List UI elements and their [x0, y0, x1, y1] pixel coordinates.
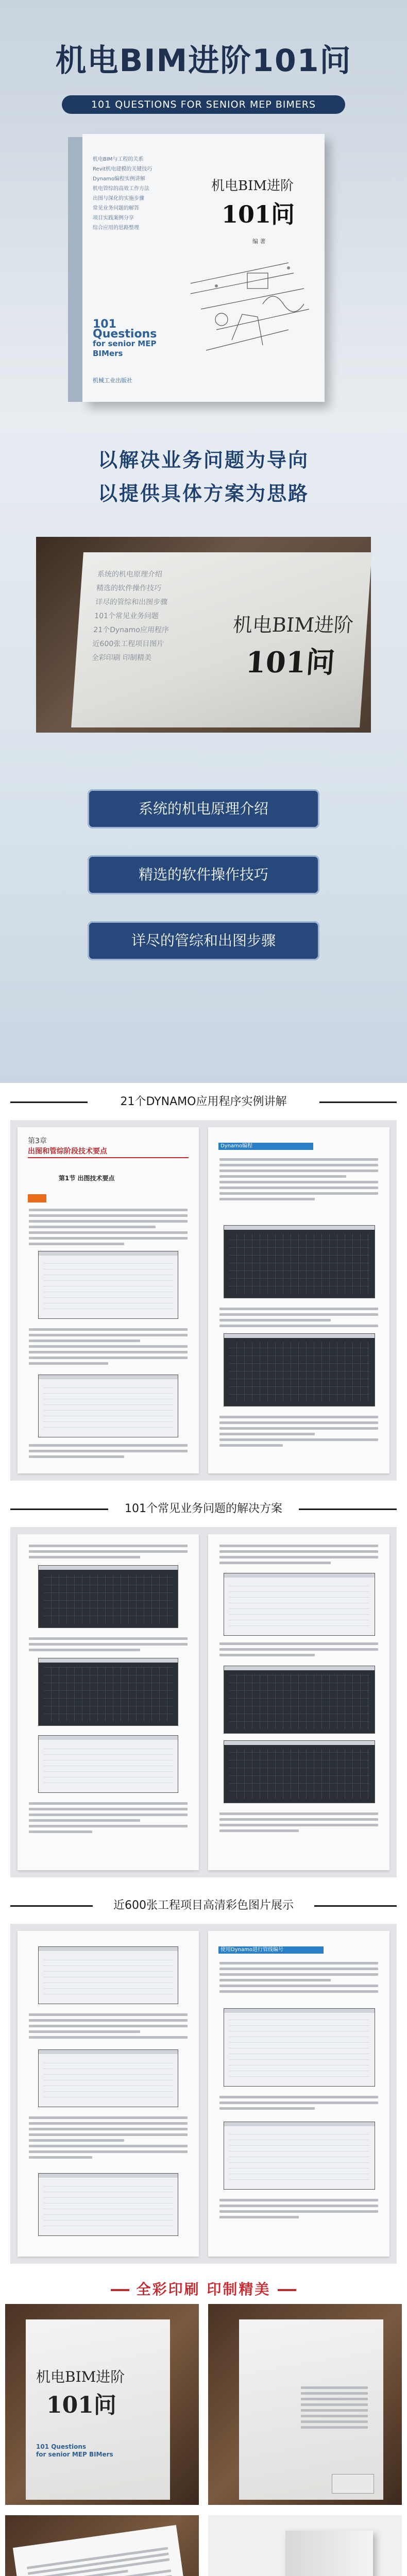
problems-section [0, 1490, 407, 1887]
body-text [219, 1416, 378, 1450]
print-quality-label-text: 全彩印刷 印制精美 [136, 2281, 271, 2298]
cover-contents-list [93, 155, 180, 233]
body-text [219, 1545, 378, 1567]
spread-left-page [18, 1931, 199, 2257]
body-text [29, 2116, 188, 2162]
section-label-text: 21个DYNAMO应用程序实例讲解 [120, 1095, 287, 1108]
label-rule-right [319, 1101, 397, 1103]
body-text [219, 1308, 378, 1330]
book-photo-cover [71, 552, 372, 727]
label-rule-right [314, 1905, 397, 1907]
print-quality-section [0, 2273, 407, 2576]
spread-left-page [18, 1534, 199, 1870]
book-photo-cover-item: 21个Dynamo应用程序 [93, 626, 169, 634]
figure-screenshot [38, 1565, 178, 1628]
topic-tag: Dynamo编程 [218, 1143, 313, 1150]
spread-right-page [208, 1534, 389, 1870]
cover-contents-item: 机电管综的高效工作方法 [93, 186, 149, 192]
book-photo-cover-item: 详尽的管综和出图步骤 [95, 598, 168, 606]
body-text [29, 1802, 188, 1836]
cover-book-number: 101问 [222, 200, 295, 228]
cover-publisher: 机械工业出版社 [93, 377, 132, 384]
book-spread [10, 1924, 397, 2264]
hero-title: 机电BIM进阶101问 [55, 43, 352, 79]
photo-cover-english-line: for senior MEP BIMers [36, 2451, 113, 2458]
photo-cover-number: 101问 [46, 2392, 116, 2418]
body-text [29, 1444, 188, 1461]
cover-book-title: 机电BIM进阶 [211, 178, 294, 194]
photo-front-cover [5, 2304, 199, 2505]
spread-right-page [208, 1931, 389, 2257]
figure-screenshot [224, 1225, 375, 1298]
body-text [219, 2096, 378, 2113]
body-text [29, 1209, 188, 1248]
question-tab [28, 1194, 46, 1202]
topic-tag: 使用Dynamo进行管线编号 [218, 1946, 324, 1954]
feature-pill-principles: 系统的机电原理介绍 [88, 789, 319, 828]
book-photo-cover-item: 全彩印刷 印制精美 [91, 654, 152, 662]
cover-contents-item: 项目实践案例分享 [93, 215, 134, 221]
book-cover-image [82, 134, 325, 402]
hero-subtitle-banner: 101 QUESTIONS FOR SENIOR MEP BIMERS [62, 95, 345, 114]
book-spread [10, 1527, 397, 1877]
book-photo-cover-list [91, 568, 174, 665]
body-text [219, 2199, 378, 2222]
page-text [27, 2547, 174, 2576]
body-text [219, 1962, 378, 1996]
photo-book-standing [285, 2531, 373, 2576]
body-text [219, 1158, 378, 1204]
book-photo-cover-item: 系统的机电原理介绍 [97, 570, 163, 579]
photo-back-cover [208, 2304, 402, 2505]
cover-english-title-line: for senior MEP BIMers [93, 339, 157, 358]
figure-screenshot [38, 1375, 178, 1437]
tagline-line-2: 以提供具体方案为思路 [97, 482, 309, 505]
photo-back-cover-book [239, 2319, 383, 2500]
cover-contents-item: 综合应用的思路整理 [93, 225, 139, 231]
photo-open-page [13, 2525, 193, 2576]
tagline-line-1: 以解决业务问题为导向 [97, 449, 309, 471]
dynamo-section [0, 1083, 407, 1490]
label-dash-right [278, 2289, 296, 2291]
body-text [29, 2013, 188, 2042]
photo-cover-book [26, 2319, 170, 2500]
chapter-heading: 出图和管综阶段技术要点 [28, 1147, 107, 1156]
book-spread [10, 1120, 397, 1481]
tagline-section [0, 418, 407, 1083]
figure-screenshot [224, 1740, 375, 1803]
body-text [219, 1642, 378, 1659]
barcode [332, 2474, 374, 2494]
figure-screenshot [224, 1333, 375, 1406]
cover-english-title-line: 101 Questions [93, 318, 157, 341]
section-label-text: 101个常见业务问题的解决方案 [125, 1502, 282, 1515]
dynamo-section-label [0, 1091, 407, 1113]
cover-contents-item: 机电BIM与工程的关系 [93, 157, 144, 162]
figure-screenshot [38, 1946, 178, 2004]
book-photo-cover-item: 101个常见业务问题 [94, 612, 159, 620]
body-text [29, 1637, 188, 1654]
print-quality-label [0, 2278, 407, 2299]
photo-cover-english-line: 101 Questions [36, 2443, 87, 2450]
label-rule-left [10, 1101, 88, 1103]
photos-section [0, 1887, 407, 2273]
book-photo-cover-item: 精选的软件操作技巧 [96, 584, 162, 592]
figure-screenshot [38, 1251, 178, 1319]
photo-open-pages [5, 2515, 199, 2576]
cover-contents-item: 出图与深化的实施步骤 [93, 196, 144, 201]
photo-cover-english [36, 2443, 113, 2459]
chapter-number: 第3章 [28, 1137, 47, 1145]
figure-screenshot [224, 1573, 375, 1636]
problems-section-label [0, 1498, 407, 1520]
spread-left-page [18, 1127, 199, 1473]
figure-screenshot [38, 2173, 178, 2236]
cover-contents-item: Revit机电建模的关键技巧 [93, 166, 152, 172]
cover-author: 编 著 [252, 238, 266, 245]
figure-screenshot [224, 1666, 375, 1734]
figure-screenshot [224, 2122, 375, 2190]
photos-section-label [0, 1895, 407, 1917]
label-dash-left [111, 2289, 129, 2291]
back-cover-text [301, 2386, 368, 2432]
cover-english-title [93, 319, 180, 359]
label-rule-left [10, 1509, 108, 1510]
hero-section [0, 0, 407, 418]
book-photo [36, 537, 371, 733]
figure-screenshot [38, 1735, 178, 1793]
feature-pill-drawing-steps: 详尽的管综和出图步骤 [88, 921, 319, 960]
body-text [29, 1545, 188, 1562]
book-photo-cover-item: 近600张工程项目图片 [92, 640, 164, 648]
heading-rule [28, 1157, 189, 1158]
pipe-line-illustration [185, 252, 314, 355]
cover-contents-item: Dynamo编程实例讲解 [93, 176, 145, 182]
photo-book-spine [208, 2515, 402, 2576]
label-rule-left [10, 1905, 93, 1907]
cover-contents-item: 常见业务问题的解答 [93, 206, 139, 211]
section-label-text: 近600张工程项目高清彩色图片展示 [113, 1899, 294, 1912]
photo-cover-title: 机电BIM进阶 [36, 2368, 125, 2385]
figure-screenshot [38, 1658, 178, 1726]
figure-screenshot [224, 2008, 375, 2087]
body-text [219, 1812, 378, 1835]
feature-pill-software-tips: 精选的软件操作技巧 [88, 855, 319, 894]
book-photo-title: 机电BIM进阶 [232, 614, 354, 636]
spread-right-page [208, 1127, 389, 1473]
section-heading: 第1节 出图技术要点 [59, 1175, 115, 1182]
label-rule-right [299, 1509, 397, 1510]
figure-screenshot [38, 2049, 178, 2107]
book-photo-number: 101问 [244, 646, 336, 680]
body-text [29, 1328, 188, 1368]
book-spine [68, 137, 82, 402]
